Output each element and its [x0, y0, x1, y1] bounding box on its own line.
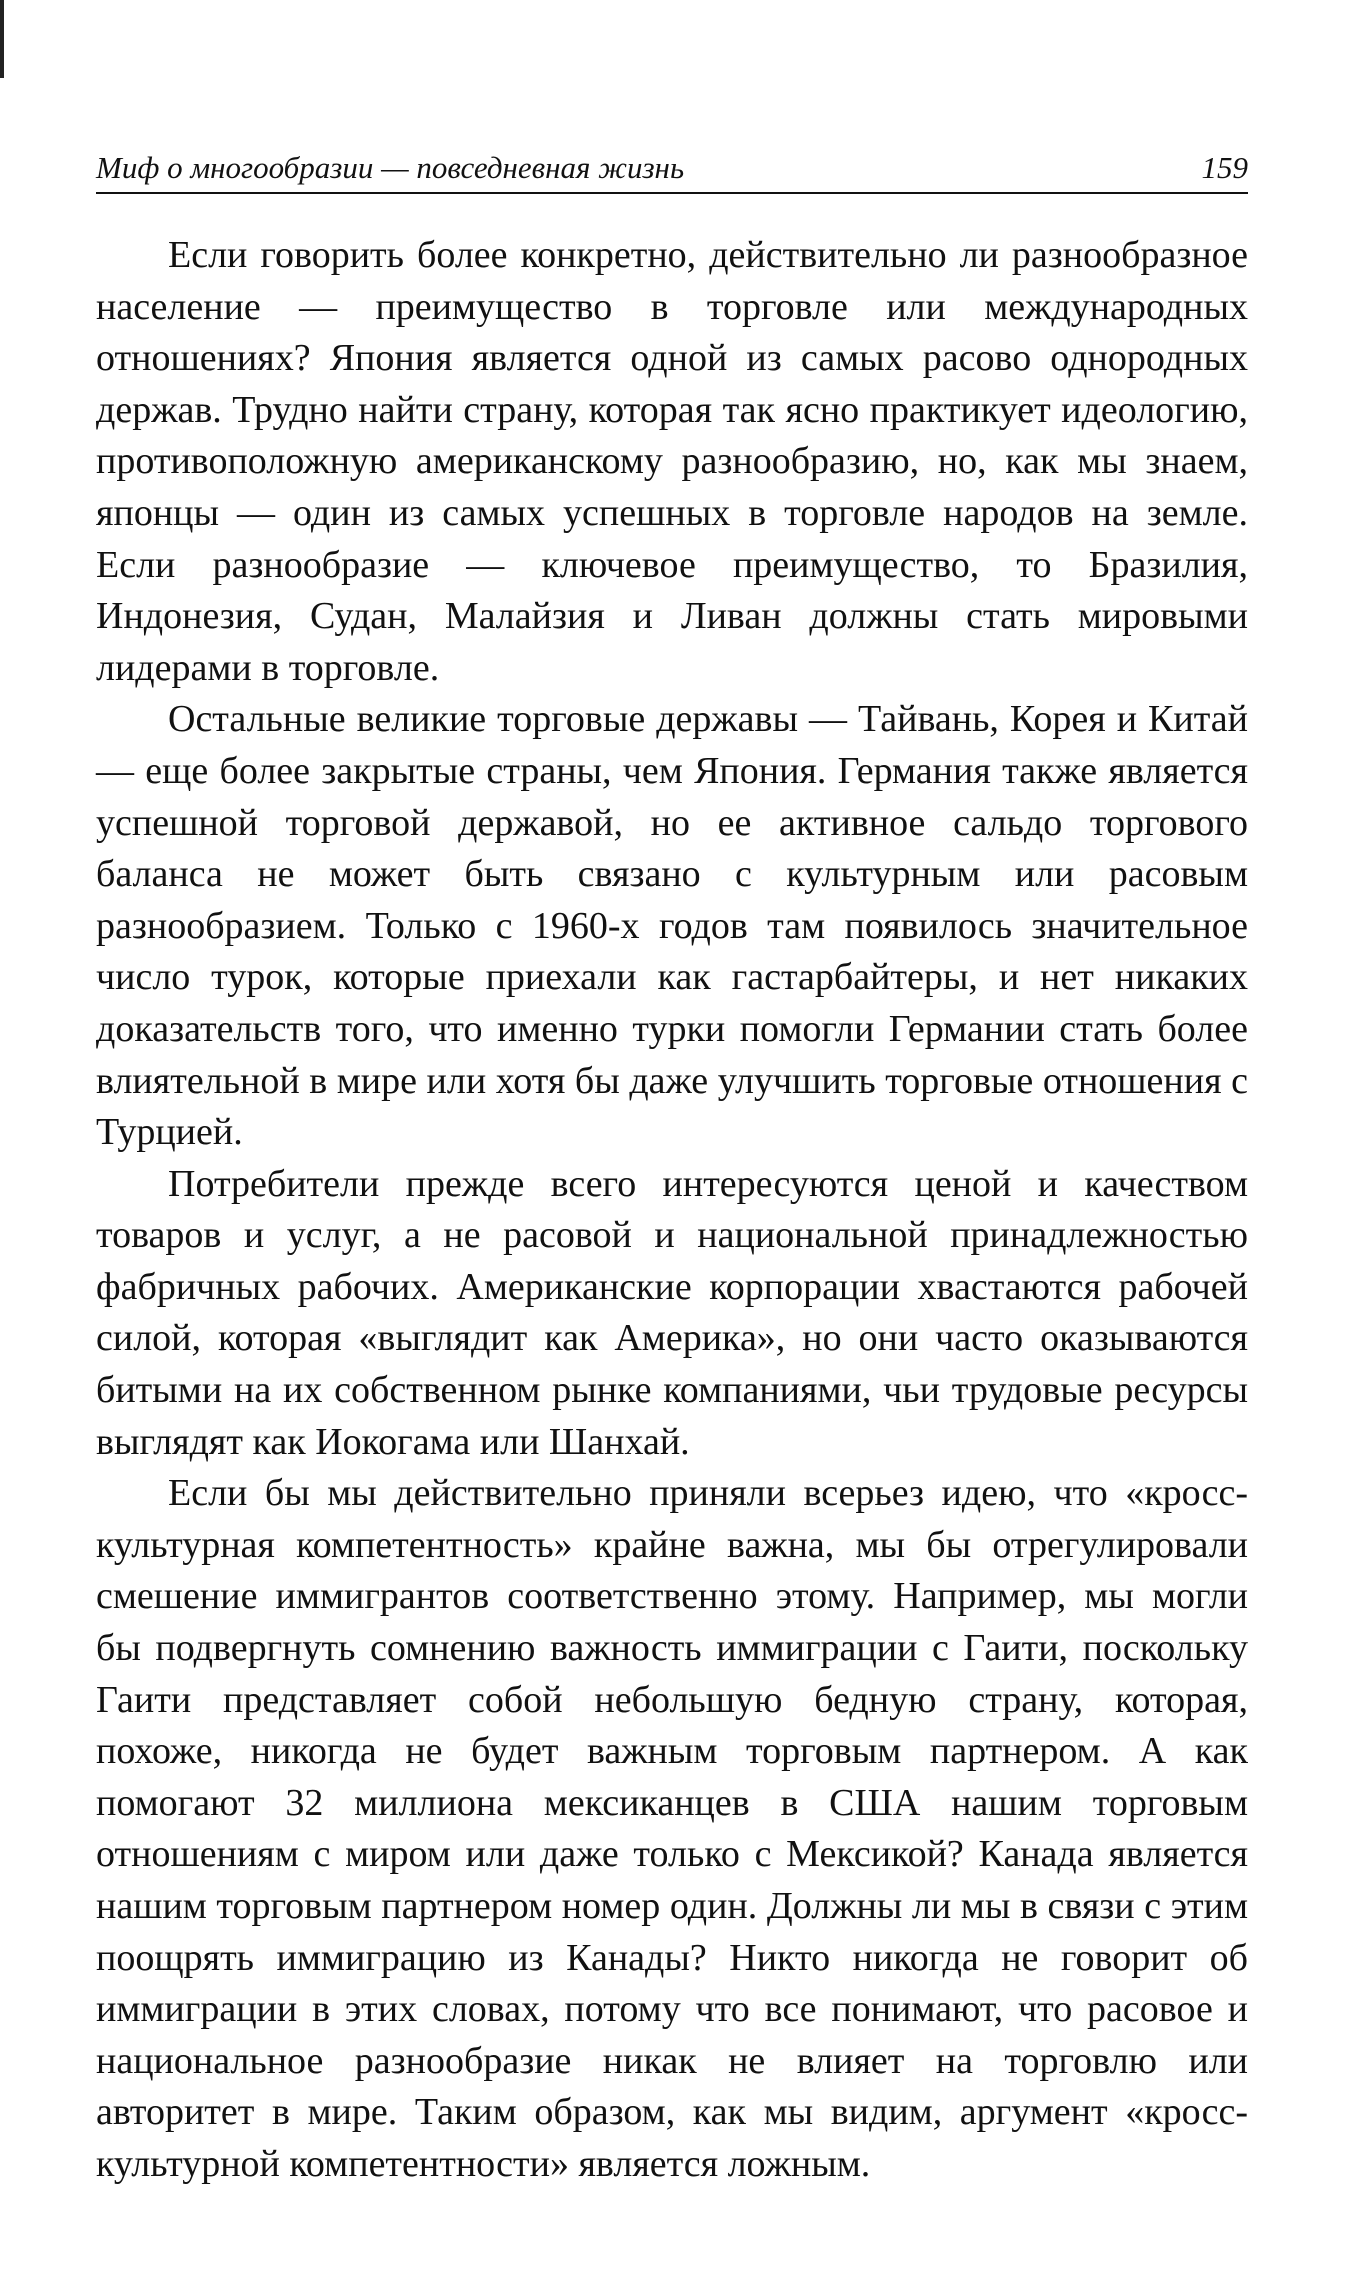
running-title: Миф о многообразии — повседневная жизнь — [96, 150, 685, 185]
scan-edge-mark — [0, 0, 4, 78]
page-number: 159 — [1201, 150, 1248, 185]
paragraph-2: Остальные великие торговые державы — Тайвань, Корея и Китай — еще более закрытые страны, чем Япония. Германия также является успешной торговой державой, но ее активное сальдо торгового баланса не может быть связано с культурным или расовым разнообразием. Только с 1960-х годов там появилось значительное число турок, которые приехали как гастарбайтеры, и нет никаких доказательств того, что именно турки помогли Германии стать более влиятельной в мире или хотя бы даже улучшить торговые отношения с Турцией. — [96, 698, 1248, 1154]
paragraph-3: Потребители прежде всего интересуются ценой и качеством товаров и услуг, а не расовой и национальной принадлежностью фабричных рабочих. Американские корпорации хвастаются рабочей силой, которая «выглядит как Америка», но они часто оказываются битыми на их собственном рынке компаниями, чьи трудовые ресурсы выглядят как Иокогама или Шанхай. — [96, 1162, 1248, 1463]
body-text — [96, 230, 1248, 2191]
book-page — [96, 150, 1248, 2191]
paragraph-4: Если бы мы действительно приняли всерьез идею, что «кросс-культурная компетентность» крайне важна, мы бы отрегулировали смешение иммигрантов соответственно этому. Например, мы могли бы подвергнуть сомнению важность иммиграции с Гаити, поскольку Гаити представляет собой небольшую бедную страну, которая, похоже, никогда не будет важным торговым партнером. А как помогают 32 миллиона мексиканцев в США нашим торговым отношениям с миром или даже только с Мексикой? Канада является нашим торговым партнером номер один. Должны ли мы в связи с этим поощрять иммиграцию из Канады? Никто никогда не говорит об иммиграции в этих словах, потому что все понимают, что расовое и национальное разнообразие никак не влияет на торговлю или авторитет в мире. Таким образом, как мы видим, аргумент «кросс-культурной компетентности» является ложным. — [96, 1472, 1248, 2185]
paragraph-1: Если говорить более конкретно, действительно ли разнообразное население — преимущество в торговле или международных отношениях? Япония является одной из самых расово однородных держав. Трудно найти страну, которая так ясно практикует идеологию, противоположную американскому разнообразию, но, как мы знаем, японцы — один из самых успешных в торговле народов на земле. Если разнообразие — ключевое преимущество, то Бразилия, Индонезия, Судан, Малайзия и Ливан должны стать мировыми лидерами в торговле. — [96, 234, 1248, 689]
running-head — [96, 150, 1248, 194]
